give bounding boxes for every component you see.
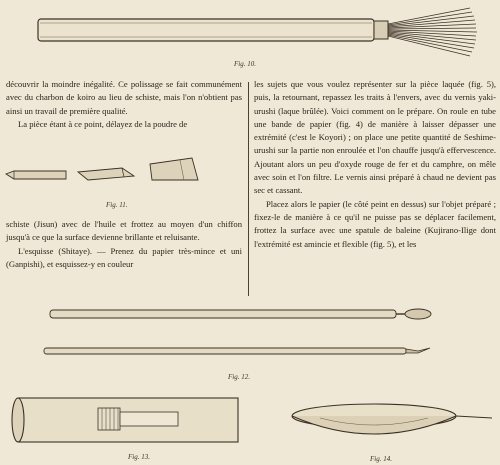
column-divider <box>248 82 249 296</box>
right-paragraph-2: Placez alors le papier (le côté peint en dessus) sur l'objet préparé ; fixez-le de manière à ce qu'il ne puisse pas se déplacer facilement, frottez la surface avec une spatule de baleine (Kujirano-Ilige dont l'extrémité est amincie et flexible (fig. 5), et les <box>254 198 496 249</box>
fig-14-caption: Fig. 14. <box>370 455 392 463</box>
left-paragraph-1: découvrir la moindre inégalité. Ce polissage se fait communément avec du charbon de koiro au lieu de schiste, mais l'on n'obtient pas ainsi un travail de première qualité. <box>6 79 242 116</box>
left-paragraph-2: La pièce étant à ce point, délayez de la poudre de <box>18 118 188 129</box>
left-column-block-2 <box>6 218 242 271</box>
charcoal-pieces-illustration <box>0 150 248 190</box>
left-paragraph-3: schiste (Jisun) avec de l'huile et frottez au moyen d'un chiffon jusqu'à ce que la surface devienne brillante et reluisante. <box>6 219 242 243</box>
right-column <box>254 78 496 251</box>
fig-13-caption: Fig. 13. <box>128 453 150 461</box>
container-illustration <box>0 392 260 448</box>
fig-10-caption: Fig. 10. <box>234 60 256 68</box>
dish-illustration <box>280 398 500 454</box>
left-column-block-1 <box>6 78 242 131</box>
fig-11-caption: Fig. 11. <box>106 201 128 209</box>
right-paragraph-1: les sujets que vous voulez représenter sur la pièce laquée (fig. 5), puis, la retournant, repassez les traits à l'envers, avec du vernis yaki-urushi (laque brûlée). Voici comment on le prépare. On roule en tube une bande de papier (fig. 4) de manière à laisser dépasser une extrémité (c'est le Koyori) ; on place une petite quantité de Seshime-urushi sur la partie non enroulée et l'on chauffe jusqu'à effervescence. Ajoutant alors un peu d'oxyde rouge de fer et du camphre, on mêle avec soin et l'on filtre. Le vernis ainsi préparé à chaud ne devient pas sec et cassant. <box>254 79 496 196</box>
spatula-tools-illustration <box>0 300 500 370</box>
left-paragraph-4: L'esquisse (Shitaye). — Prenez du papier très-mince et uni (Ganpishi), et esquissez-y en couleur <box>6 245 242 269</box>
fig-12-caption: Fig. 12. <box>228 373 250 381</box>
